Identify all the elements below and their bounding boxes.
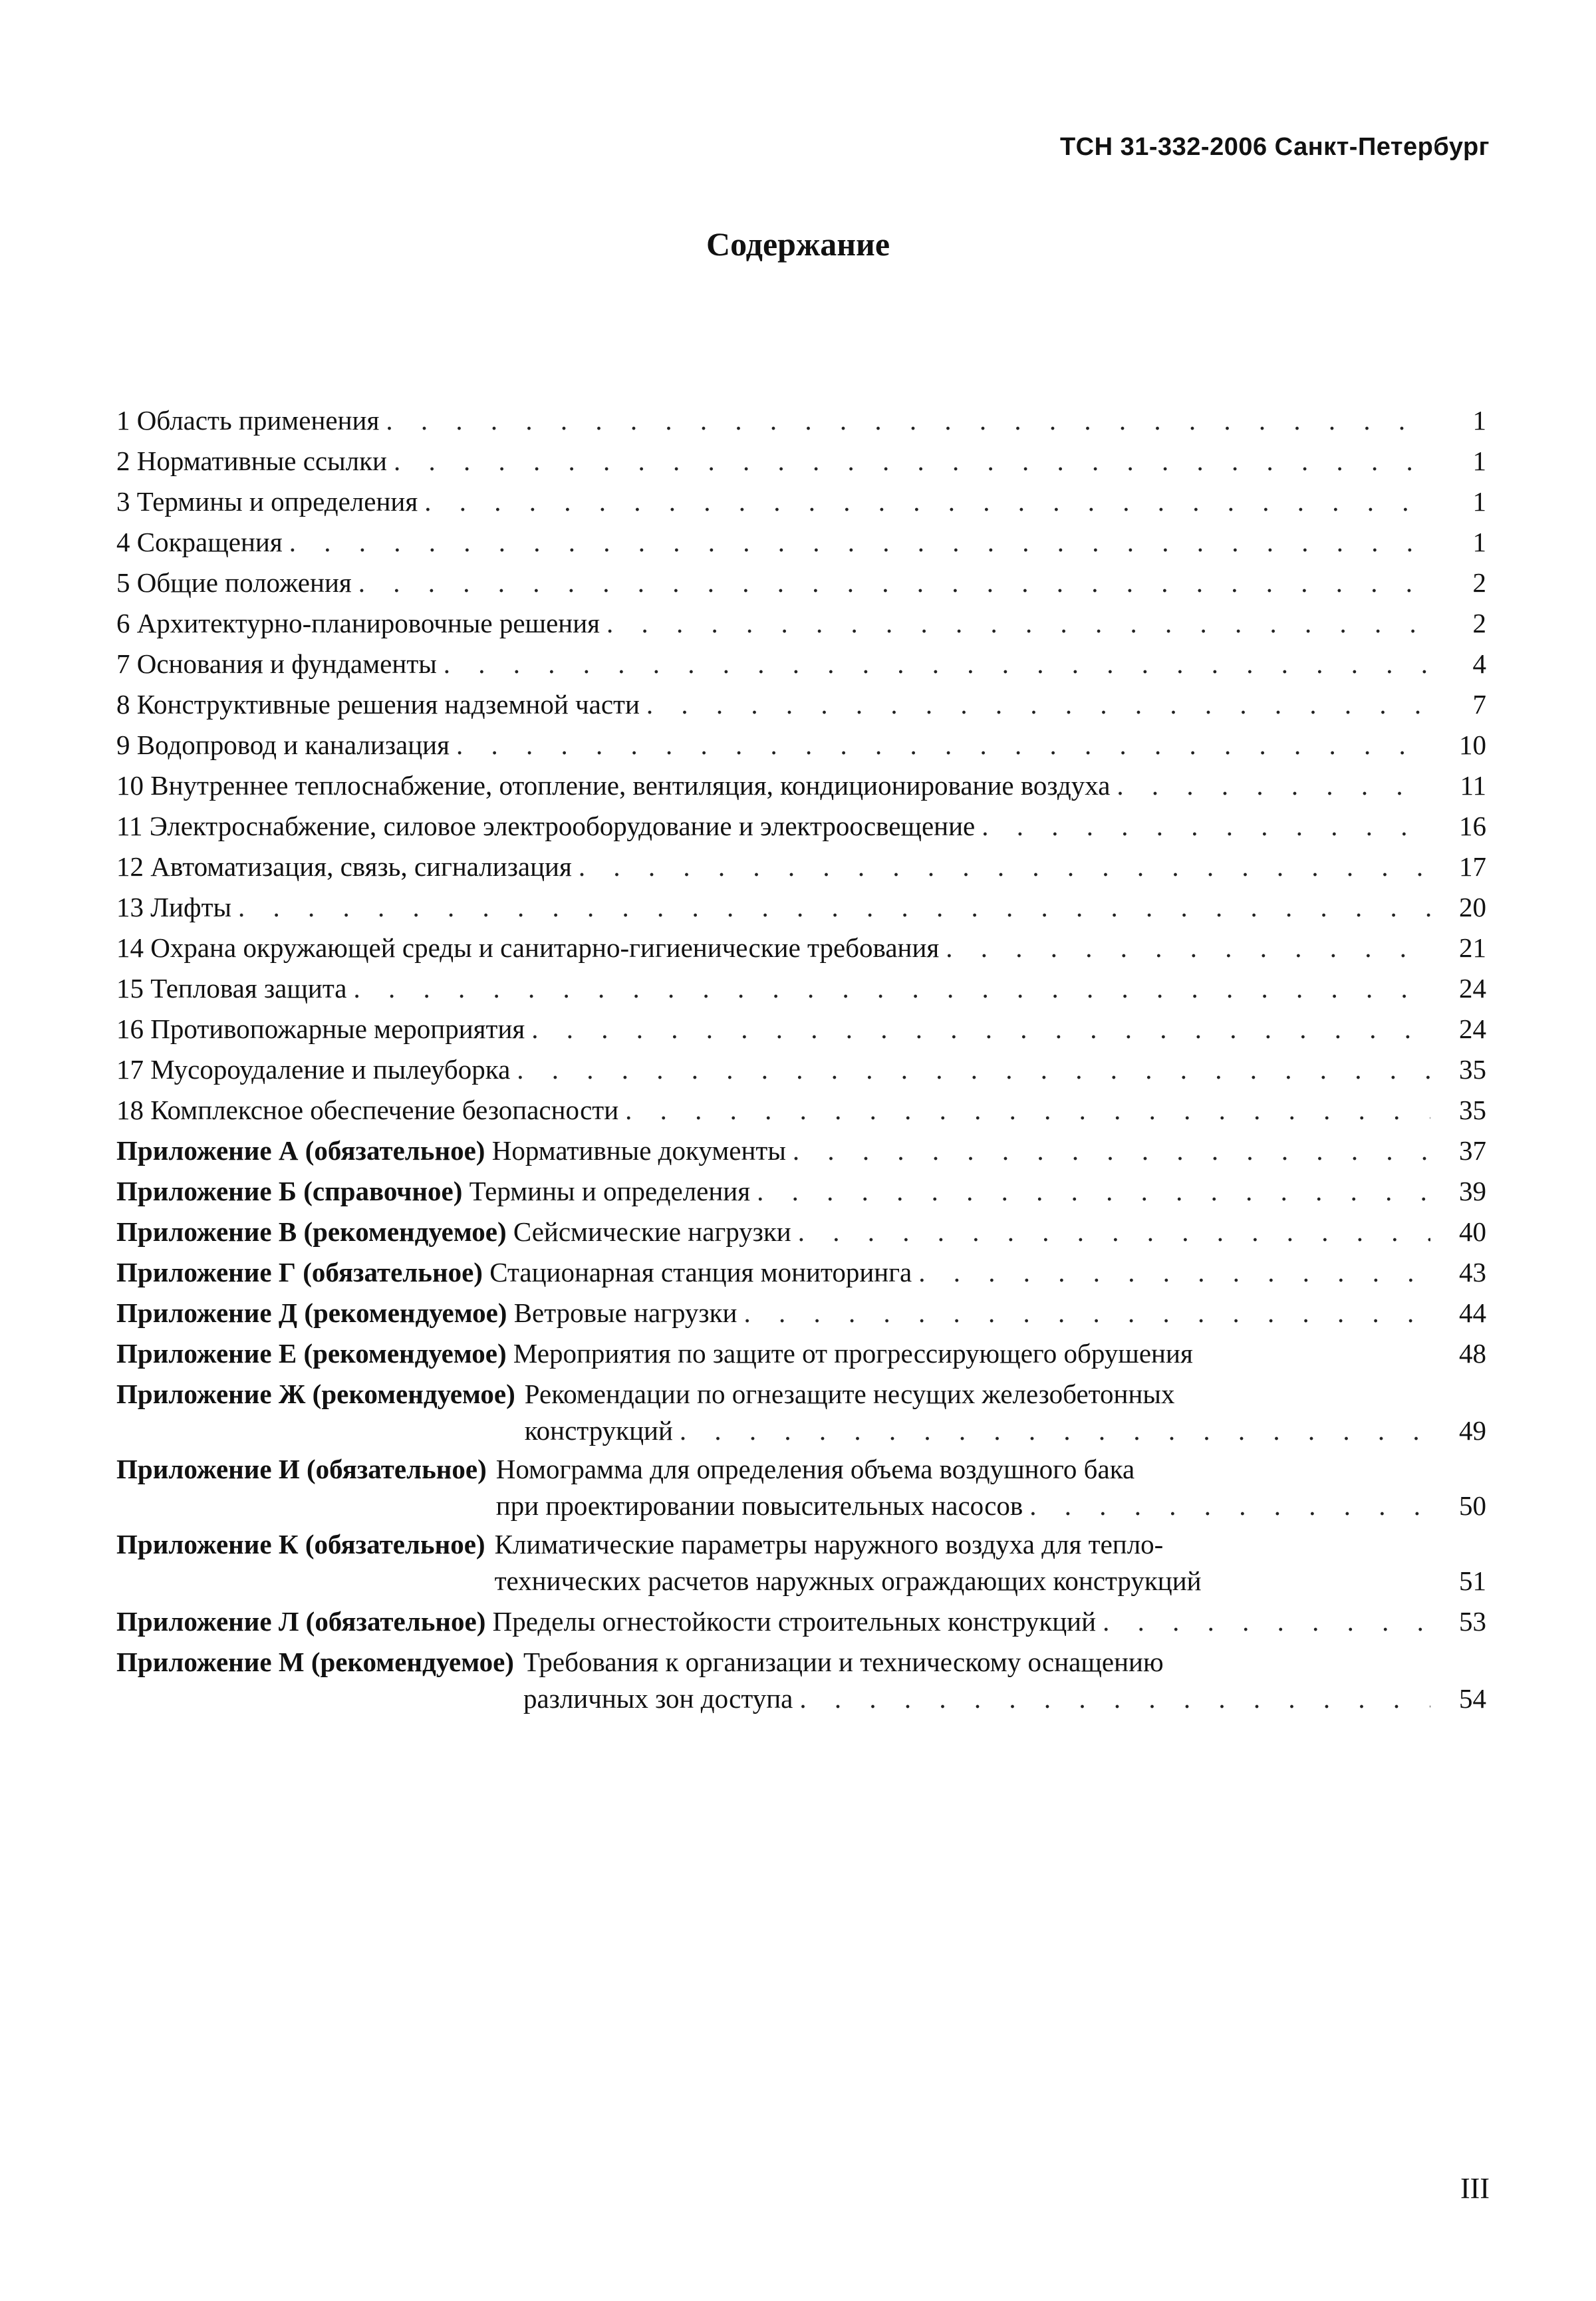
toc-entry[interactable] <box>116 765 1486 806</box>
toc-entry-page: 1 <box>1472 405 1486 436</box>
toc-leader-dots <box>946 928 1430 968</box>
toc-entry-label: 15 Тепловая защита <box>116 973 347 1004</box>
toc-entry-page: 4 <box>1472 648 1486 679</box>
toc-appendix-entry[interactable] <box>116 1131 1486 1171</box>
toc-appendix-entry[interactable] <box>116 1526 1486 1599</box>
toc-entry-page: 53 <box>1459 1606 1486 1637</box>
toc-leader-dots <box>793 1131 1430 1171</box>
toc-appendix-entry[interactable] <box>116 1644 1486 1717</box>
toc-entry[interactable] <box>116 441 1486 481</box>
toc-leader-dots <box>798 1212 1430 1252</box>
toc-entry[interactable] <box>116 644 1486 684</box>
toc-leader-dots <box>1103 1601 1430 1642</box>
toc-entry-label: 12 Автоматизация, связь, сигнализация <box>116 851 572 882</box>
appendix-prefix: Приложение К (обязательное) <box>116 1529 485 1559</box>
appendix-title-line2: технических расчетов наружных ограждающих конструкций <box>494 1565 1202 1596</box>
toc-entry-label: 13 Лифты <box>116 892 232 922</box>
toc-entry[interactable] <box>116 847 1486 887</box>
toc-entry-page: 40 <box>1459 1216 1486 1247</box>
toc-leader-dots <box>744 1293 1431 1333</box>
appendix-title-line1: Номограмма для определения объема воздушного бака <box>495 1454 1135 1484</box>
toc-leader-dots <box>918 1252 1430 1293</box>
toc-leader-dots <box>680 1413 1430 1449</box>
appendix-prefix: Приложение Д (рекомендуемое) <box>116 1297 507 1328</box>
toc-leader-dots <box>358 563 1430 603</box>
toc-entry-page: 48 <box>1459 1338 1486 1369</box>
toc-entry-label: 1 Область применения <box>116 405 380 436</box>
toc-entry-page: 1 <box>1472 527 1486 557</box>
toc-entry[interactable] <box>116 400 1486 441</box>
toc-appendix-entry[interactable] <box>116 1171 1486 1212</box>
appendix-title: Термины и определения <box>469 1176 751 1206</box>
toc-entry-label: 18 Комплексное обеспечение безопасности <box>116 1095 619 1125</box>
toc-entry[interactable] <box>116 481 1486 522</box>
toc-entry[interactable] <box>116 725 1486 765</box>
toc-leader-dots <box>531 1009 1430 1049</box>
toc-entry-label: 17 Мусороудаление и пылеуборка <box>116 1054 511 1085</box>
toc-leader-dots <box>606 603 1430 644</box>
appendix-title-line1: Климатические параметры наружного воздуха для тепло- <box>494 1529 1164 1559</box>
toc-entry-page: 35 <box>1459 1054 1486 1085</box>
appendix-title-line2: различных зон доступа <box>523 1683 793 1714</box>
appendix-prefix: Приложение Ж (рекомендуемое) <box>116 1379 515 1409</box>
toc-leader-dots <box>289 522 1430 563</box>
toc-entry-page: 24 <box>1459 973 1486 1004</box>
toc-entry[interactable] <box>116 1009 1486 1049</box>
appendix-title-line2: при проектировании повысительных насосов <box>495 1490 1023 1521</box>
toc-appendix-entry[interactable] <box>116 1212 1486 1252</box>
table-of-contents <box>116 400 1486 1719</box>
toc-leader-dots <box>646 684 1430 725</box>
toc-appendix-entry[interactable] <box>116 1293 1486 1333</box>
toc-entry-page: 51 <box>1459 1565 1486 1596</box>
toc-leader-dots <box>456 725 1430 765</box>
toc-leader-dots <box>238 887 1430 928</box>
appendix-title-line2: конструкций <box>524 1415 673 1446</box>
toc-entry-page: 2 <box>1472 567 1486 598</box>
toc-entry[interactable] <box>116 603 1486 644</box>
toc-entry[interactable] <box>116 522 1486 563</box>
appendix-title-line1: Требования к организации и техническому оснащению <box>523 1647 1164 1677</box>
toc-entry-label: 2 Нормативные ссылки <box>116 446 387 476</box>
toc-entry-label: 7 Основания и фундаменты <box>116 648 437 679</box>
toc-entry-page: 10 <box>1459 730 1486 760</box>
toc-entry-page: 7 <box>1472 689 1486 720</box>
toc-leader-dots <box>444 644 1430 684</box>
toc-entry[interactable] <box>116 806 1486 847</box>
toc-entry-label: 10 Внутреннее теплоснабжение, отопление, вентиляция, кондиционирование воздуха <box>116 770 1111 801</box>
toc-entry-label: 8 Конструктивные решения надземной части <box>116 689 640 720</box>
toc-appendix-entry[interactable] <box>116 1252 1486 1293</box>
toc-entry-label: 5 Общие положения <box>116 567 352 598</box>
toc-leader-dots <box>424 481 1430 522</box>
toc-entry-page: 16 <box>1459 811 1486 841</box>
document-code-header: ТСН 31-332-2006 Санкт-Петербург <box>1059 133 1490 161</box>
appendix-title: Сейсмические нагрузки <box>513 1216 791 1247</box>
toc-entry[interactable] <box>116 887 1486 928</box>
appendix-prefix: Приложение Б (справочное) <box>116 1176 463 1206</box>
appendix-title: Стационарная станция мониторинга <box>489 1257 912 1287</box>
toc-leader-dots <box>517 1049 1430 1090</box>
toc-entry-label: 14 Охрана окружающей среды и санитарно-гигиенические требования <box>116 932 940 963</box>
appendix-prefix: Приложение Е (рекомендуемое) <box>116 1338 507 1369</box>
appendix-prefix: Приложение Г (обязательное) <box>116 1257 483 1287</box>
toc-entry-label: 3 Термины и определения <box>116 486 418 517</box>
toc-leader-dots <box>353 968 1430 1009</box>
toc-entry-label: 11 Электроснабжение, силовое электрооборудование и электроосвещение <box>116 811 976 841</box>
toc-title: Содержание <box>706 225 890 263</box>
toc-entry-page: 50 <box>1459 1490 1486 1521</box>
toc-leader-dots <box>1117 765 1430 806</box>
toc-entry-label: 4 Сокращения <box>116 527 283 557</box>
toc-leader-dots <box>394 441 1430 481</box>
appendix-title: Мероприятия по защите от прогрессирующего обрушения <box>513 1338 1193 1369</box>
toc-leader-dots <box>757 1171 1430 1212</box>
toc-entry-label: 9 Водопровод и канализация <box>116 730 450 760</box>
toc-entry-page: 54 <box>1459 1683 1486 1714</box>
toc-entry[interactable] <box>116 928 1486 968</box>
toc-entry[interactable] <box>116 684 1486 725</box>
toc-entry[interactable] <box>116 968 1486 1009</box>
toc-entry[interactable] <box>116 1049 1486 1090</box>
toc-entry-label: 16 Противопожарные мероприятия <box>116 1014 525 1044</box>
appendix-prefix: Приложение В (рекомендуемое) <box>116 1216 507 1247</box>
appendix-title: Ветровые нагрузки <box>513 1297 737 1328</box>
toc-entry-page: 11 <box>1460 770 1486 801</box>
toc-entry-page: 39 <box>1459 1176 1486 1206</box>
toc-leader-dots <box>625 1090 1430 1131</box>
toc-entry-page: 43 <box>1459 1257 1486 1287</box>
toc-entry-page: 24 <box>1459 1014 1486 1044</box>
page-number-roman: III <box>1460 2172 1490 2205</box>
toc-leader-dots <box>982 806 1430 847</box>
appendix-prefix: Приложение М (рекомендуемое) <box>116 1647 514 1677</box>
toc-entry[interactable] <box>116 563 1486 603</box>
appendix-title: Нормативные документы <box>491 1135 786 1166</box>
appendix-prefix: Приложение Л (обязательное) <box>116 1606 486 1637</box>
toc-appendix-entry[interactable] <box>116 1376 1486 1449</box>
appendix-title-line1: Рекомендации по огнезащите несущих железобетонных <box>524 1379 1175 1409</box>
toc-appendix-entry[interactable] <box>116 1601 1486 1642</box>
toc-leader-dots <box>1029 1488 1430 1524</box>
toc-entry[interactable] <box>116 1090 1486 1131</box>
toc-entry-page: 17 <box>1459 851 1486 882</box>
toc-entry-page: 21 <box>1459 932 1486 963</box>
toc-leader-dots <box>579 847 1430 887</box>
appendix-title: Пределы огнестойкости строительных конструкций <box>492 1606 1097 1637</box>
toc-entry-page: 2 <box>1472 608 1486 638</box>
toc-entry-page: 49 <box>1459 1415 1486 1446</box>
toc-entry-label: 6 Архитектурно-планировочные решения <box>116 608 600 638</box>
toc-entry-page: 35 <box>1459 1095 1486 1125</box>
toc-leader-dots <box>386 400 1430 441</box>
toc-entry-page: 1 <box>1472 486 1486 517</box>
appendix-prefix: Приложение А (обязательное) <box>116 1135 485 1166</box>
toc-entry-page: 1 <box>1472 446 1486 476</box>
toc-entry-page: 44 <box>1459 1297 1486 1328</box>
toc-entry-page: 20 <box>1459 892 1486 922</box>
toc-leader-dots <box>799 1681 1430 1717</box>
toc-appendix-entry[interactable] <box>116 1451 1486 1524</box>
toc-entry-page: 37 <box>1459 1135 1486 1166</box>
toc-appendix-entry[interactable] <box>116 1333 1486 1374</box>
appendix-prefix: Приложение И (обязательное) <box>116 1454 487 1484</box>
